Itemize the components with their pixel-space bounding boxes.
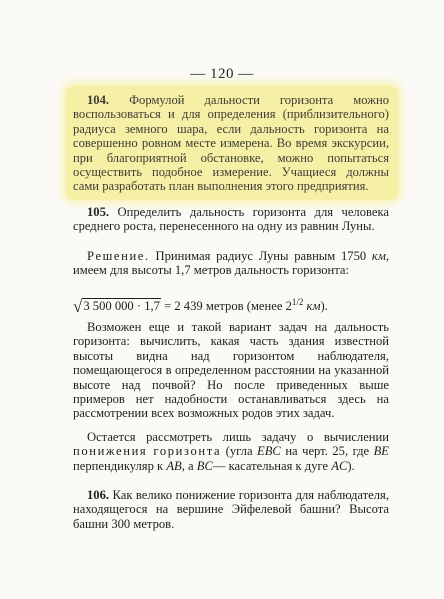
lowering-text-a: Остается рассмотреть лишь задачу о вычислении <box>87 430 389 444</box>
lowering-spaced-term: понижения горизонта <box>73 444 222 459</box>
paragraph-lowering <box>73 430 389 473</box>
problem-106-text: Как велико понижение горизонта для наблюдателя, находящегося на вершине Эйфелевой башни? Высота башни 300 метров. <box>73 488 389 531</box>
problem-104 <box>73 93 389 194</box>
formula-result: = 2 439 метров (менее 2 <box>164 299 292 314</box>
angle-ebc: EBC <box>257 444 281 459</box>
formula-close: ). <box>320 299 328 314</box>
solution-paragraph <box>73 249 389 278</box>
solution-text-a: Принимая радиус Луны равным 1750 <box>155 249 367 263</box>
segment-be: BE <box>373 444 389 459</box>
lowering-text-c: на черт. 25, где <box>285 444 370 459</box>
page-number: — 120 — <box>190 66 254 82</box>
problem-105-number: 105. <box>87 205 110 219</box>
segment-bc: BC <box>196 458 213 473</box>
problem-106 <box>73 488 389 531</box>
solution-text-b: имеем для высоты 1,7 метров дальность горизонта: <box>73 263 350 278</box>
paragraph-variant-text: Возможен еще и такой вариант задач на дальность горизонта: вычислить, какая часть здания известной высоты видна над горизонтом наблюдателя, помещающегося в определенном расстоянии на указанной высоте над почвой? Но после приведенных выше примеров нет надобности останавливаться здесь на рассмотрении всех возможных родов этих задач. <box>73 320 389 421</box>
problem-106-number: 106. <box>87 488 110 502</box>
formula-fraction: 1/2 <box>291 297 304 307</box>
formula <box>73 294 389 317</box>
lowering-text-g: ). <box>347 458 355 473</box>
problem-105-text: Определить дальность горизонта для человека среднего роста, перенесенного на одну из равнин Луны. <box>73 205 389 234</box>
lowering-text-f: — касательная к дуге <box>212 458 329 473</box>
arc-ac: AC <box>331 458 348 473</box>
solution-unit-km: км, <box>371 249 389 263</box>
formula-radicand: 3 500 000 · 1,7 <box>83 299 160 314</box>
problem-104-text: Формулой дальности горизонта можно воспользоваться и для определения (приблизительного) радиуса земного шара, если дальность горизонта на совершенно ровном месте измерена. Во время экскурсии, при благоприятной обстановке, можно попытаться осуществить подобное измерение. Учащиеся должны сами разработать план выполнения этого предприятия. <box>73 93 389 194</box>
radical-sign: √ <box>73 297 83 317</box>
lowering-text-b: (угла <box>225 444 253 459</box>
paragraph-variant <box>73 320 389 421</box>
segment-ab: AB, <box>166 458 185 473</box>
lowering-text-d: перпендикуляр к <box>73 458 164 473</box>
problem-105 <box>73 205 389 234</box>
lowering-text-e: а <box>188 458 194 473</box>
solution-label: Решение. <box>87 249 150 263</box>
problem-104-number: 104. <box>87 93 110 107</box>
formula-unit: км <box>306 299 321 314</box>
